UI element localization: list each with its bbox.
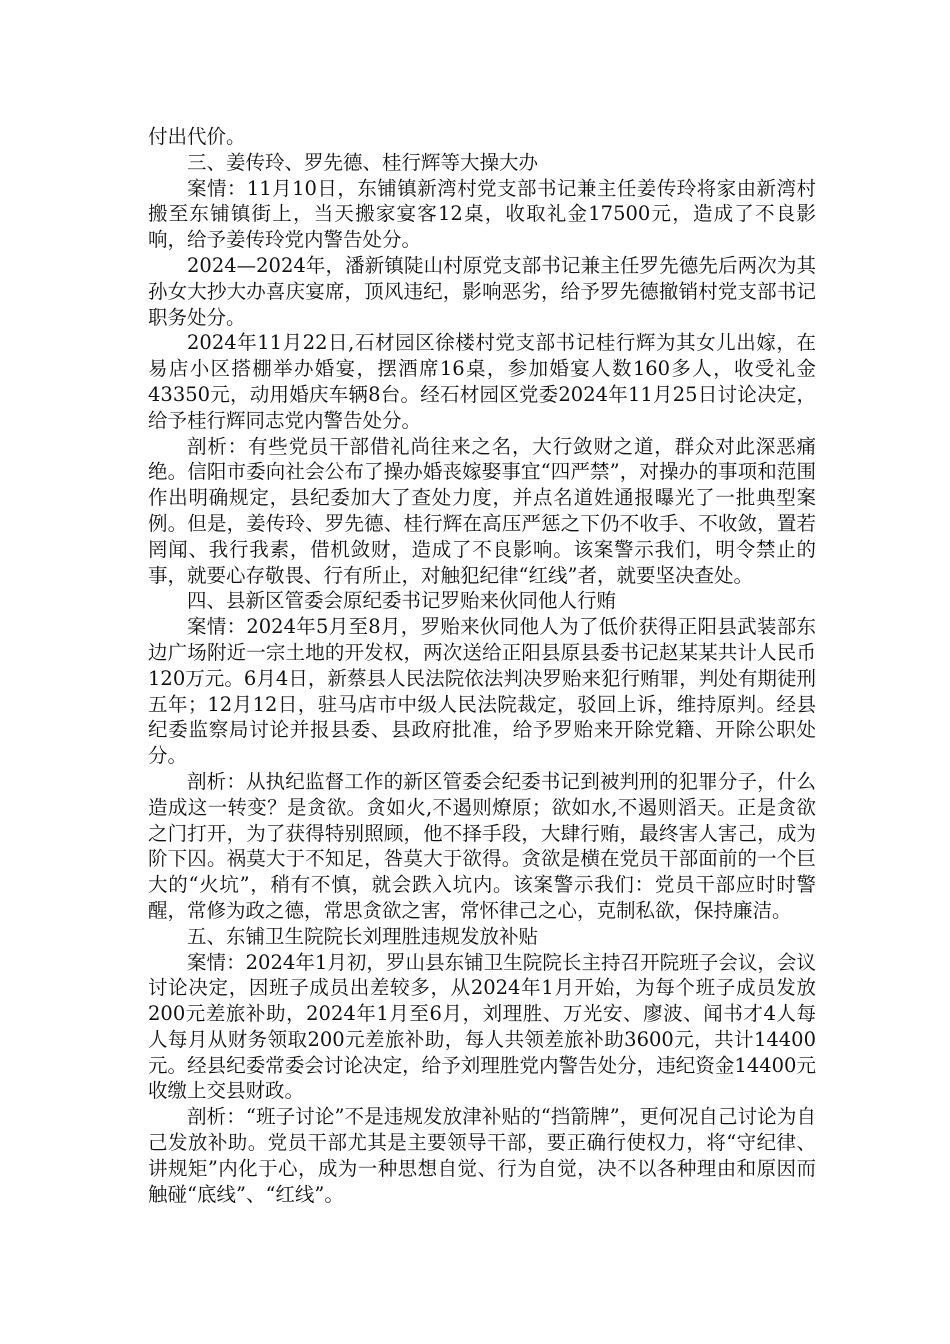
analysis-paragraph-three: 剖析：有些党员干部借礼尚往来之名，大行敛财之道，群众对此深恶痛绝。信阳市委向社会公布了操办婚丧嫁娶事宜“四严禁”，对操办的事项和范围作出明确规定，县纪委加大了查处力度，并点名道姓通报曝光了一批典型案例。但是，姜传玲、罗先德、桂行辉在高压严惩之下仍不收手、不收敛，置若罔闻、我行我素，借机敛财，造成了不良影响。该案警示我们，明令禁止的事，就要心存敬畏、行有所止，对触犯纪律“红线”者，就要坚决查处。 (148, 434, 816, 587)
analysis-paragraph-five: 剖析：“班子讨论”不是违规发放津补贴的“挡箭牌”，更何况自己讨论为自己发放补助。党员干部尤其是主要领导干部，要正确行使权力，将“守纪律、讲规矩”内化于心，成为一种思想自觉、行为自觉，决不以各种理由和原因而触碰“底线”、“红线”。 (148, 1105, 816, 1206)
section-heading-three: 三、姜传玲、罗先德、桂行辉等大操大办 (187, 150, 539, 174)
analysis-paragraph-four: 剖析：从执纪监督工作的新区管委会纪委书记到被判刑的犯罪分子，什么造成这一转变？是贪欲。贪如火,不遏则燎原；欲如水,不遏则滔天。正是贪欲之门打开，为了获得特别照顾，他不择手段，大肆行贿，最终害人害己，成为阶下囚。祸莫大于不知足，咎莫大于欲得。贪欲是横在党员干部面前的一个巨大的“火坑”，稍有不慎，就会跌入坑内。该案警示我们：党员干部应时时警醒，常修为政之德，常思贪欲之害，常怀律己之心，克制私欲，保持廉洁。 (148, 769, 816, 922)
document-page (148, 124, 816, 1207)
section-heading-five: 五、东铺卫生院院长刘理胜违规发放补贴 (187, 924, 539, 948)
case-paragraph-four: 案情：2024年5月至8月，罗贻来伙同他人为了低价获得正阳县武装部东边广场附近一宗土地的开发权，两次送给正阳县原县委书记赵某某共计人民币120万元。6月4日，新蔡县人民法院依法判决罗贻来犯行贿罪，判处有期徒刑五年；12月12日，驻马店市中级人民法院裁定，驳回上诉，维持原判。经县纪委监察局讨论并报县委、县政府批准，给予罗贻来开除党籍、开除公职处分。 (148, 615, 816, 768)
case-paragraph-gui: 2024年11月22日,石材园区徐楼村党支部书记桂行辉为其女儿出嫁，在易店小区搭棚举办婚宴，摆酒席16桌，参加婚宴人数160多人，收受礼金43350元，动用婚庆车辆8台。经石材园区党委2024年11月25日讨论决定，给予桂行辉同志党内警告处分。 (148, 331, 816, 432)
paragraph-continuation: 付出代价。 (148, 125, 246, 148)
case-paragraph-luo: 2024—2024年，潘新镇陡山村原党支部书记兼主任罗先德先后两次为其孙女大抄大办喜庆宴席，顶风违纪，影响恶劣，给予罗先德撤销村党支部书记职务处分。 (148, 253, 816, 329)
section-heading-four: 四、县新区管委会原纪委书记罗贻来伙同他人行贿 (187, 589, 617, 613)
case-paragraph-jiang: 案情：11月10日，东铺镇新湾村党支部书记兼主任姜传玲将家由新湾村搬至东铺镇街上，当天搬家宴客12桌，收取礼金17500元，造成了不良影响，给予姜传玲党内警告处分。 (148, 176, 816, 252)
case-paragraph-five: 案情：2024年1月初，罗山县东铺卫生院院长主持召开院班子会议，会议讨论决定，因班子成员出差较多，从2024年1月开始，为每个班子成员发放200元差旅补助，2024年1月至6月，刘理胜、万光安、廖波、闻书才4人每人每月从财务领取200元差旅补助，每人共领差旅补助3600元，共计14400元。经县纪委常委会讨论决定，给予刘理胜党内警告处分，违纪资金14400元收缴上交县财政。 (148, 950, 816, 1103)
